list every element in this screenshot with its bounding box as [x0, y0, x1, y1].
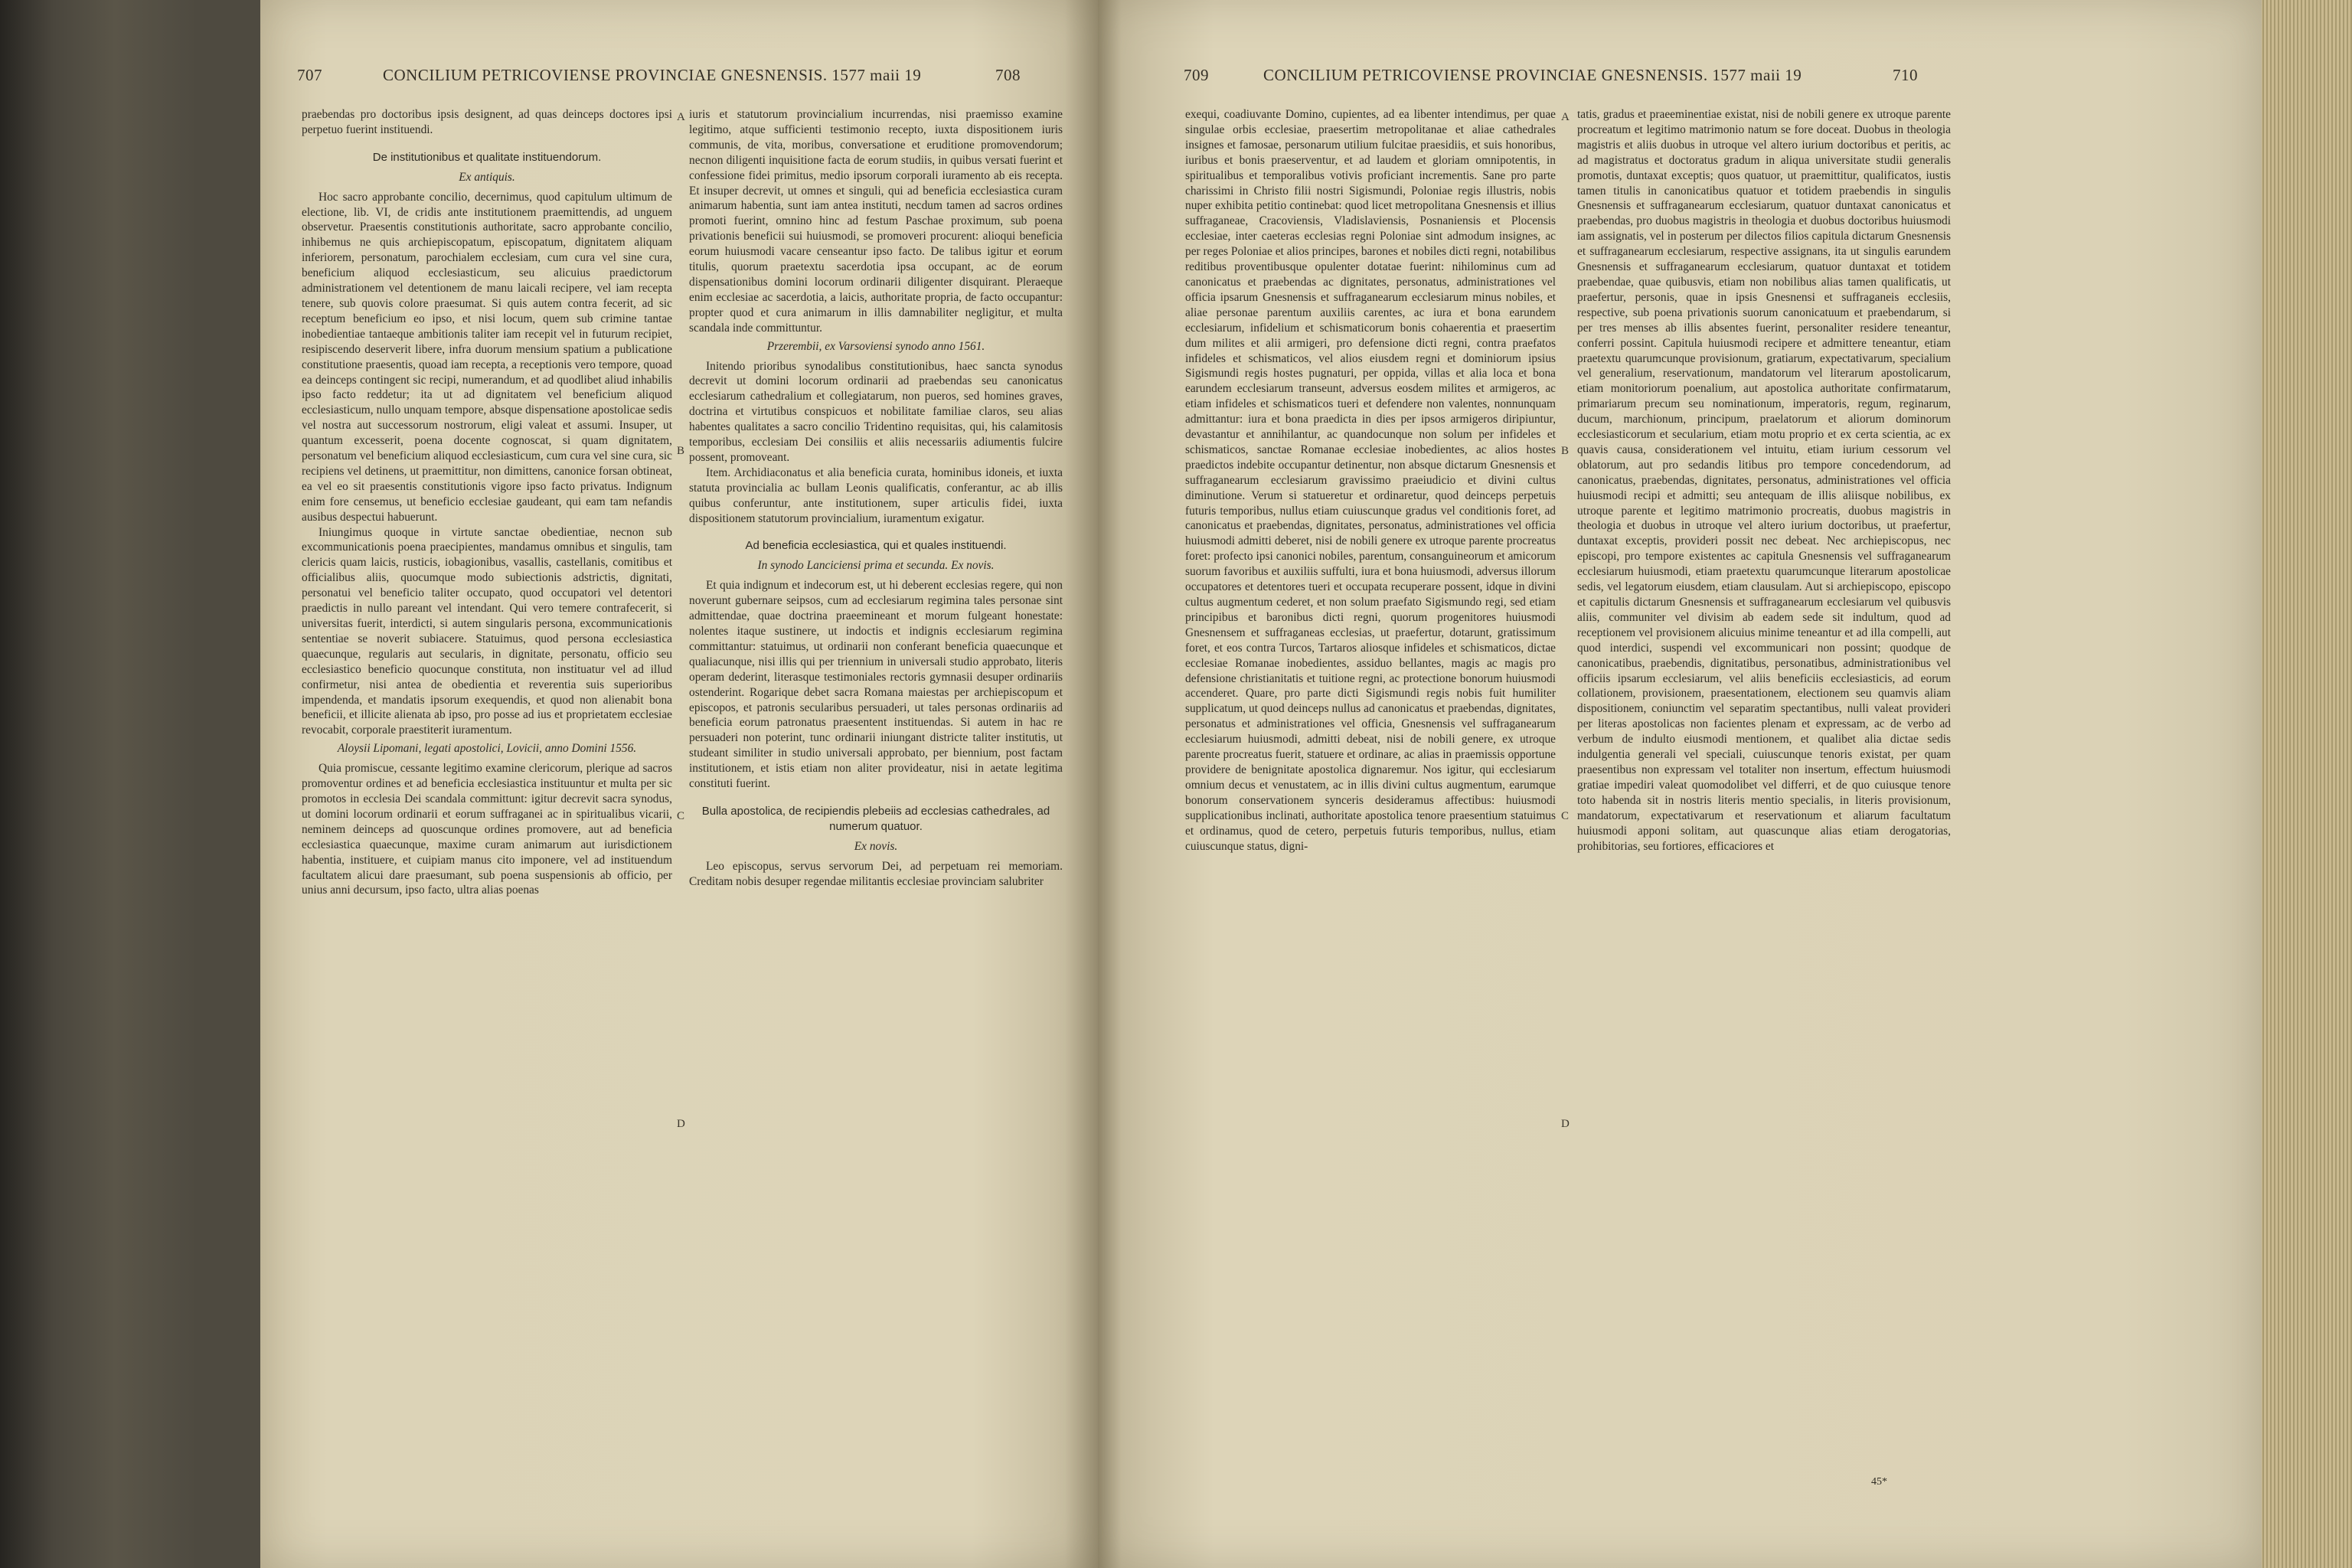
- right-column-1: [1185, 107, 1556, 854]
- page-number-707: 707: [297, 66, 322, 84]
- left-page: [260, 0, 1098, 1568]
- right-column-2: [1577, 107, 1951, 854]
- source-subheading: Ex antiquis.: [459, 170, 515, 184]
- source-subheading: Przerembii, ex Varsoviensi synodo anno 1561.: [766, 339, 985, 353]
- section-heading: Bulla apostolica, de recipiendis plebeiis ad ecclesias cathedrales, ad numerum quatuor.: [701, 804, 1050, 833]
- margin-letter-a: A: [677, 111, 685, 123]
- margin-letter-b-right: B: [1561, 445, 1570, 457]
- paragraph: tatis, gradus et praeeminentiae existat, nisi de nobili genere ex utroque parente procreatum et legitimo matrimonio natum se fore doceat. Duobus in theologia magistris et aliis duobus in utroque vel altero iurium doctoribus et peritis, ac ad magistratus et doctoratus gradum in aliqua universitate studii generalis promotis, duntaxat exceptis; quos quatuor, ut praemittitur, qualificatos, iustis tamen titulis in canonicatibus quatuor et totidem praebendis in singulis Gnesnensis et suffraganearum ecclesiarum, quatuor duntaxat canonicatus et praebendas, pro duobus magistris in theologia et duobus doctoribus huiusmodi iam assignatis, vel in posterum per dilectos filios capitula dictarum Gnesnensis et suffraganearum ecclesiarum, respective assignans, ita ut singulis earundem Gnesnensis et suffraganearum ecclesiarum, quatuor duntaxat et totidem praebendae, quae quibusvis, etiam non nobilibus alias tamen qualificatis, ut praefertur, personis, quae in ipsis Gnesnensi et suffraganeis ecclesiis, respective, sub poena privationis suorum canonicatuum et praebendarum, si per tres menses ab illis absentes fuerint, personaliter residere teneantur, conferri possint. Capitula huiusmodi recipere et admittere teneantur, etiam praetextu quarumcunque provisionum, gratiarum, expectativarum, specialium vel generalium, reservationum, mandatorum vel literarum apostolicarum, etiam monitoriorum poenalium, aut apostolica authoritate confirmatarum, primariarum precum seu nominationum, imperatoris, regum, reginarum, ducum, marchionum, principum, praelatorum et aliorum dominorum ecclesiasticorum et secularium, etiam motu proprio et ex certa scientia, ac ex quavis causa, considerationem vel intuitu, etiam iurium cessorum vel oblatorum, aut pro sedandis litibus pro tempore concedendorum, ad canonicatus, praebendas, dignitates, personatus, administrationes vel officia huiusmodi recipi et admitti; seu antequam de illis aliisque nobilibus, ex utroque parente et legitimo matrimonio procreatis, duobus magistris in theologia et duobus in utroque vel altero iurium doctoribus, ut praefertur, duntaxat exceptis, provideri possit nec debeat. Nec archiepiscopus, nec episcopi, pro tempore existentes ac capitula Gnesnensis vel suffraganearum ecclesiarum huiusmodi, etiam praetextu quarumcunque literarum apostolicae sedis, vel legatorum eiusdem, etiam clausulam. Aut si archiepiscopo, episcopo et capitulis dictarum Gnesnensis et suffraganearum ecclesiarum vel quibusvis aliis, communiter vel divisim ab eadem sede sit indultum, quod ad receptionem vel provisionem alicuius minime teneantur et ad illa compelli, aut quod interdici, suspendi vel excommunicari non possint; quodque de canonicatibus, praebendis, dignitatibus, personatibus, administrationibus vel officiis ipsarum ecclesiarum, vel aliis beneficiis ecclesiasticis, ad eorum collationem, provisionem, praesentationem, electionem seu quamvis aliam dispositionem, coniunctim vel separatim spectantibus, nulli valeat provideri per literas apostolicas non facientes plenam et expressam, ac de verbo ad verbum de indulto eiusmodi mentionem, et qualibet alia dictae sedis indulgentia generali vel speciali, cuiuscunque tenoris existat, per quam praesentibus non expressam vel totaliter non insertum, effectum huiusmodi gratiae impediri valeat quomodolibet vel differri, et de quo cuiusque tenore toto habenda sit in nostris literis mentio specialis, in literis provisionum, mandatorum, expectativarum et reservationum et aliarum facultatum huiusmodi apponi solitam, aut quascunque alias etiam derogatorias, prohibitorias, seu fortiores, efficaciores et: [1577, 108, 1951, 853]
- margin-letter-c: C: [677, 810, 685, 822]
- running-title-right: CONCILIUM PETRICOVIENSE PROVINCIAE GNESNENSIS. 1577 maii 19: [1263, 66, 1802, 84]
- source-subheading: Aloysii Lipomani, legati apostolici, Lovicii, anno Domini 1556.: [337, 742, 637, 756]
- paragraph: Et quia indignum et indecorum est, ut hi deberent ecclesias regere, qui non noverunt gubernare seipsos, cum ad ecclesiarum regimina tales personae sint admittendae, quae doctrina praeemineant et morum fulgeant honestate: nolentes itaque sustinere, ut indoctis et indignis ecclesiarum regimina committantur: statuimus, ut ordinarii non conferant beneficia quaecunque et qualiacunque, nisi illis qui per triennium in universali studio approbato, literis operam dederint, literasque testimoniales rectoris gymnasii desuper ordinariis ostenderint. Rogarique debet sacra Romana maiestas per archiepiscopum et episcopos, et patronis secularibus persuaderi, ut tales personas ordinariis ad beneficia eorum patronatus praesentent instituendas. Si autem in hac re persuaderi non poterint, tunc ordinarii iniungant districte taliter institutis, ut studeant similiter in studio universali approbato, per biennium, post factam institutionem, et istis etiam non aliter provideatur, nisi in aetate legitima constituti fuerint.: [689, 579, 1063, 791]
- right-page: [1098, 0, 2262, 1568]
- paragraph: praebendas pro doctoribus ipsis designent, ad quas deinceps doctores ipsi perpetuo fuerint instituendi.: [302, 108, 672, 136]
- margin-letter-c-right: C: [1561, 810, 1570, 822]
- page-number-710: 710: [1893, 66, 1918, 84]
- left-column-2: [689, 107, 1063, 890]
- paragraph: Quia promiscue, cessante legitimo examine clericorum, plerique ad sacros promoventur ordines et ad beneficia ecclesiastica instituuntur et multa per sic promotos in ecclesia Dei scandala committunt: igitur decrevit sacra synodus, ut domini locorum ordinarii et eorum suffraganei ac in spiritualibus vicarii, neminem deinceps ad quoscunque ordines promovere, aut ad beneficia ecclesiastica quaecunque, maxime curam animarum aut iurisdictionem habentia, instituere, et cuipiam manus cito imponere, vel ad instituendum facultatem alicui dare praesumant, sub poena suspensionis ab officio, per unius anni decursum, ipso facto, ultra alias poenas: [302, 762, 672, 897]
- paragraph: Initendo prioribus synodalibus constitutionibus, haec sancta synodus decrevit ut domini locorum ordinarii ad praebendas seu canonicatus ecclesiarum cathedralium et collegiatarum, non pueros, sed homines graves, doctrina et virtutibus conspicuos et nobilitate familiae claros, seu alias habentes qualitates a sacro concilio Tridentino requisitas, qui, his calamitosis temporibus, ecclesiam Dei consiliis et aliis necessariis adiumentis fulcire possent, promoveant.: [689, 359, 1063, 464]
- source-subheading: Ex novis.: [854, 839, 898, 853]
- section-heading: De institutionibus et qualitate instituendorum.: [372, 150, 602, 164]
- margin-letter-d-right: D: [1561, 1118, 1570, 1130]
- running-title-left: CONCILIUM PETRICOVIENSE PROVINCIAE GNESNENSIS. 1577 maii 19: [383, 66, 922, 84]
- paragraph: Item. Archidiaconatus et alia beneficia curata, hominibus idoneis, et iuxta statuta provincialia ac bullam Leonis qualificatis, conferantur, ac ab illis quibus conferuntur, ante institutionem, super articulis fidei, iuxta dispositionem statutorum provincialium, iuramentum exigatur.: [689, 466, 1063, 525]
- paragraph: Leo episcopus, servus servorum Dei, ad perpetuam rei memoriam. Creditam nobis desuper regendae militantis ecclesiae provinciam salubriter: [689, 859, 1063, 888]
- left-column-1: [302, 107, 672, 898]
- margin-letter-b: B: [677, 445, 685, 457]
- page-number-709: 709: [1184, 66, 1209, 84]
- margin-letter-a-right: A: [1561, 111, 1570, 123]
- paragraph: iuris et statutorum provincialium incurrendas, nisi praemisso examine legitimo, atque sufficienti testimonio recepto, iuxta dispositionem iuris communis, de vita, moribus, conversatione et eruditione promovendorum; necnon diligenti inquisitione facta de eorum studiis, in quibus versati fuerint et confessione fidei primitus, medio ipsorum corporali iuramento ab eis recepta. Et insuper decrevit, ut omnes et singuli, qui ad beneficia ecclesiastica curam animarum habentia, sunt iam antea instituti, necdum tamen ad sacros ordines promoti fuerint, omnino hinc ad festum Paschae proximum, sub poena privationis beneficii sui huiusmodi, se promoveri procurent: alioqui beneficia eorum huiusmodi vacare censeantur ipso facto. De talibus igitur et eorum titulis, quorum praetextu sacerdotia ipsa occupant, ac de eorum dispensationibus domini locorum ordinarii diligenter disquirant. Pleraeque enim ecclesiae ac sacerdotia, a laicis, authoritate propria, de facto occupantur: propter quod et cura animarum in illis damnabiliter negligitur, et multa scandala inde committuntur.: [689, 108, 1063, 335]
- source-subheading: In synodo Lanciciensi prima et secunda. Ex novis.: [757, 559, 995, 573]
- page-number-708: 708: [995, 66, 1021, 84]
- paragraph: exequi, coadiuvante Domino, cupientes, ad ea libenter intendimus, per quae singulae orbis ecclesiae, praesertim metropolitanae et aliae cathedrales insignes et famosae, personarum utilium fulcitae praesidiis, et suis honoribus, iuribus et bonis praeserventur, et ad laudem et gloriam omnipotentis, in spiritualibus et temporalibus votivis proficiant incrementis. Sane pro parte charissimi in Christo filii nostri Sigismundi, Poloniae regis illustris, nobis nuper exhibita petitio continebat: quod licet metropolitana Gnesnensis et illius suffraganeae, Cracoviensis, Vladislaviensis, Posnaniensis et Plocensis ecclesiae, inter caeteras ecclesias regni Poloniae sint admodum insignes, ac per reges Poloniae et alios principes, barones et nobiles dicti regni, notabilibus reditibus proventibusque opulenter dotatae fuerint: nihilominus cum ad canonicatus et praebendas ac dignitates, personatus, administrationes vel officia ipsarum Gnesnensis et suffraganearum ecclesiarum minus nobiles, et aliae personae parentum auxiliis carentes, ac iura et bona earundem ecclesiarum, infidelium et schismaticorum bonis cohaerentia et praesertim dum milites et alii armigeri, pro defensione dicti regni, contra praefatos infideles et schismaticos, vel alios eiusdem regni et dominiorum ipsius Sigismundi regis hostes pugnaturi, per oppida, villas et alia loca et bona earundem ecclesiarum transeunt, adversus eosdem milites et armigeros, ac etiam infideles et schismaticos tueri et defendere non valentes, nonnunquam admittantur: iura et bona praedicta in dies per ipsos armigeros diripiuntur, devastantur et annihilantur, ac quandocunque non solum per infideles et schismaticos, sanctae Romanae ecclesiae inobedientes, ac alios hostes praedictos indebite occupantur detinentur, non absque dictarum Gnesnensis et suffraganearum ecclesiarum gravissimo praeiudicio et divini cultus diminutione. Verum si statueretur et ordinaretur, quod deinceps perpetuis futuris temporibus, nullus etiam cuiuscunque gradus vel conditionis foret, ad canonicatus et praebendas, dignitates, personatus, administrationes vel officia huiusmodi admitti deberet, nisi de nobili genere ex utroque parente procreatus foret: profecto ipsi canonici nobiles, parentum, consanguineorum et amicorum suorum favoribus et auxiliis suffulti, iura et bona huiusmodi, adversus illorum occupatores et detentores tueri et occupata recuperare possent, idque in divini cultus augmentum cederet, et non solum praefato Sigismundo regi, sed etiam principibus et baronibus dicti regni, quorum progenitores huiusmodi Gnesnensem et suffraganeas ecclesias, ut praefertur, dotarunt, gratissimum foret, et eos contra Turcos, Tartaros aliosque infideles et schismaticos, dictae ecclesiae Romanae inobedientes, assiduo bellantes, magis ac magis pro defensione christianitatis et tuitione regni, ac protectione bonorum huiusmodi accenderet. Quare, pro parte dicti Sigismundi regis nobis fuit humiliter supplicatum, ut quod deinceps nullus ad canonicatus et praebendas, dignitates, personatus et administrationes vel officia, Gnesnensis vel suffraganearum ecclesiarum huiusmodi, admitti debeat, nisi de nobili genere, ex utroque parente procreatus fuerit, statuere et ordinare, ac alias in praemissis opportune providere de benignitate apostolica dignaremur. Nos igitur, qui ecclesiarum omnium decus et venustatem, ac in illis divini cultus augmentum, earumque bonorum conservationem synceris desideramus affectibus: huiusmodi supplicationibus inclinati, authoritate apostolica tenore praesentium statuimus et ordinamus, quod de cetero, perpetuis futuris temporibus, nullus, etiam cuiuscunque status, digni-: [1185, 108, 1556, 853]
- paragraph: Iniungimus quoque in virtute sanctae obedientiae, necnon sub excommunicationis poena praecipientes, mandamus omnibus et singulis, tam clericis quam laicis, rusticis, iobagionibus, vasallis, castellanis, comitibus et officialibus aliis, quocumque modo subiectionis adstrictis, dignitati, personatui vel beneficio taliter occupato, quod occupatori vel detentori praedictis in nullo pareant vel intendant. Qui vero temere contrafecerit, si universitas fuerit, interdicti, si autem singularis persona, excommunicationis sententiae se noverit subiacere. Statuimus, quod persona ecclesiastica quaecunque, regularis aut secularis, in dignitate, personatu, officio seu ecclesiastico beneficio quocunque constituta, non instituatur vel ad illud confirmetur, nisi antea de obedientia et reverentia suis superioribus impendenda, et mandatis ipsorum exequendis, et quod non alienabit bona beneficii, et illicite alienata ab ipso, pro posse ad ius et proprietatem ecclesiae revocabit, corporale praestiterit iuramentum.: [302, 525, 672, 737]
- margin-letter-d: D: [677, 1118, 685, 1130]
- page-edges-right: [2252, 0, 2352, 1568]
- signature-mark: 45*: [1871, 1476, 1887, 1488]
- section-heading: Ad beneficia ecclesiastica, qui et quales instituendi.: [745, 539, 1007, 553]
- paragraph: Hoc sacro approbante concilio, decernimus, quod capitulum ultimum de electione, lib. VI, de cridis ante institutionem praemittendis, ad unguem observetur. Praesentis constitutionis authoritate, sacro approbante concilio, inhibemus ne quis archiepiscopatum, episcopatum, dignitatem aliquam inferiorem, personatum, parochialem ecclesiam, cum cura vel sine cura, beneficium aliquod ecclesiasticum, seu alicuius praedictorum administrationem vel detentionem de manu laicali recipere, vel iam recepta tenere, sub quovis colore praesumat. Si quis autem contra fecerit, ad sic receptum beneficium eo ipso, et nisi locum, quem sub crimine tantae inobedientiae tantaeque ambitionis taliter iam recepit vel in futurum recipiet, resipiscendo deserverit libere, infra duorum mensium spatium a publicatione constitutione praesentis, quoad iam recepta, a receptionis vero tempore, quoad ea deinceps contingent sic recipi, numerandum, et ad quodlibet aliud inhabilis ipso facto reddetur; ita ut ad dignitatem vel beneficium aliquod ecclesiasticum, nullo unquam tempore, absque dispensatione apostolicae sedis vel nostra aut successorum nostrorum, eligi valeat et assumi. Insuper, ut quantum excesserit, poena docente cognoscat, si quam dignitatem, personatum vel beneficium aliquod ecclesiasticum, cum cura vel sine cura, sic recipiens vel detinens, ut praemittitur, non dimittens, canonice forsan obtineat, ea vel eo sit praesentis constitutionis vigore ipso facto privatus. Indignum enim fore censemus, ut beneficio ecclesiae gaudeant, qui eam tam nefandis ausibus despectui habuerunt.: [302, 190, 672, 524]
